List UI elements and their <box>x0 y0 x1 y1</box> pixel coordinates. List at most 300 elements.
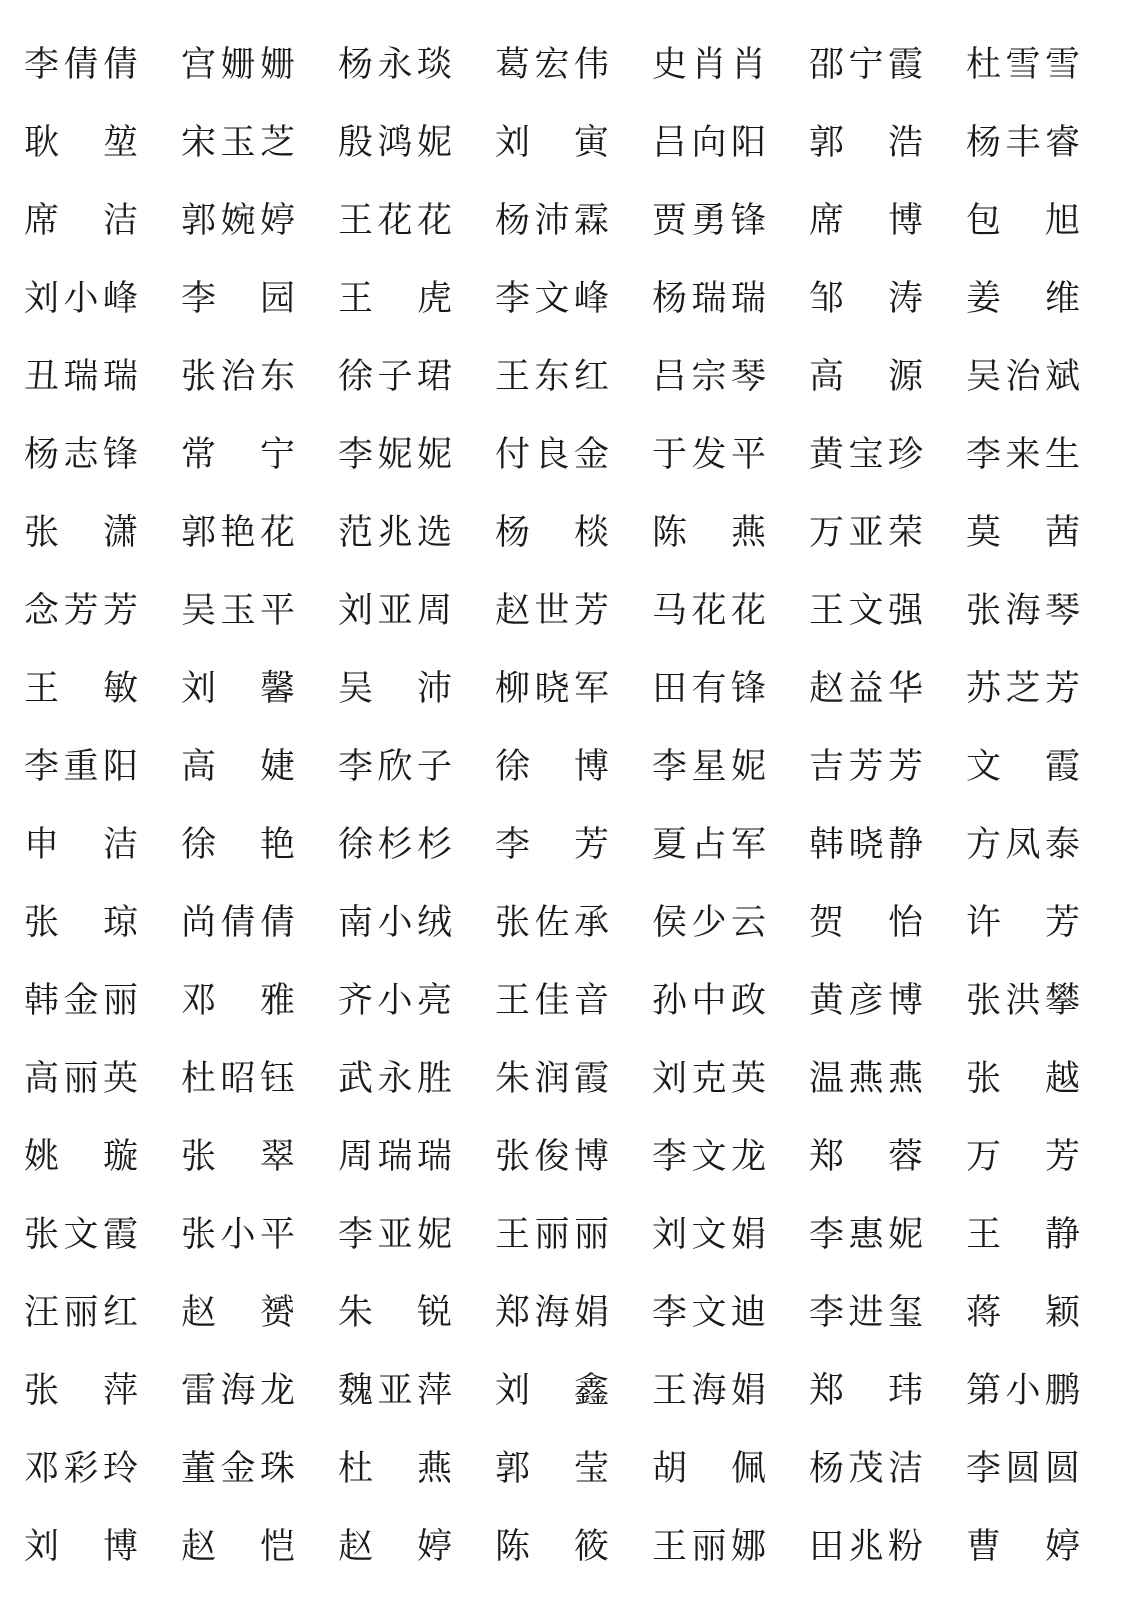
name-char: 斌 <box>1045 357 1080 397</box>
name-char: 海 <box>534 1293 570 1333</box>
name-char: 李 <box>809 1293 845 1333</box>
name-char: 攀 <box>1045 981 1080 1021</box>
name-char <box>535 728 570 806</box>
name-entry <box>652 728 766 806</box>
name-char: 李 <box>495 279 531 319</box>
name-char: 迪 <box>731 1293 766 1333</box>
name-char <box>849 260 884 338</box>
name-char: 蓉 <box>888 1137 923 1177</box>
name-char: 杨 <box>966 123 1002 163</box>
name-char: 亚 <box>377 1215 413 1255</box>
name-char: 玉 <box>220 591 256 631</box>
name-char: 翠 <box>260 1137 295 1177</box>
name-char: 玲 <box>103 1449 138 1489</box>
name-char: 姚 <box>24 1137 60 1177</box>
name-char: 峰 <box>574 279 609 319</box>
name-entry <box>966 26 1080 104</box>
name-char <box>64 650 99 728</box>
name-char: 张 <box>24 1371 60 1411</box>
name-char: 娜 <box>731 1527 766 1567</box>
name-char: 温 <box>809 1059 845 1099</box>
name-char: 娟 <box>574 1293 609 1333</box>
name-char: 肖 <box>691 45 727 85</box>
name-char: 润 <box>534 1059 570 1099</box>
name-entry <box>338 650 452 728</box>
name-char: 张 <box>966 981 1002 1021</box>
name-entry <box>652 338 766 416</box>
name-char: 郑 <box>809 1137 845 1177</box>
name-char: 婉 <box>220 201 256 241</box>
name-char: 越 <box>1045 1059 1080 1099</box>
name-char: 赵 <box>181 1293 217 1333</box>
name-char: 妮 <box>417 1215 452 1255</box>
name-char: 小 <box>220 1215 256 1255</box>
name-char: 张 <box>181 1137 217 1177</box>
name-entry <box>338 182 452 260</box>
name-char: 张 <box>24 513 60 553</box>
name-char: 芝 <box>1005 669 1041 709</box>
name-entry <box>809 1430 923 1508</box>
name-char: 妮 <box>417 435 452 475</box>
name-char: 蒋 <box>966 1293 1002 1333</box>
name-char: 丽 <box>534 1215 570 1255</box>
name-entry <box>495 1430 609 1508</box>
name-entry <box>966 338 1080 416</box>
name-char <box>1006 1040 1041 1118</box>
name-char <box>64 1352 99 1430</box>
name-entry <box>809 1040 923 1118</box>
name-char: 寅 <box>574 123 609 163</box>
name-char <box>1006 728 1041 806</box>
name-char: 第 <box>966 1371 1002 1411</box>
name-entry <box>24 572 138 650</box>
name-entry <box>652 260 766 338</box>
name-char: 华 <box>888 669 923 709</box>
name-char: 瑞 <box>691 279 727 319</box>
name-char <box>535 494 570 572</box>
name-char: 倩 <box>260 903 295 943</box>
name-char: 芳 <box>1045 1137 1080 1177</box>
name-entry <box>338 260 452 338</box>
name-char: 霞 <box>103 1215 138 1255</box>
name-char: 妮 <box>417 123 452 163</box>
name-char: 方 <box>966 825 1002 865</box>
name-char: 吴 <box>338 669 374 709</box>
name-char: 丰 <box>1005 123 1041 163</box>
name-entry <box>652 1040 766 1118</box>
name-entry <box>24 728 138 806</box>
name-char: 博 <box>574 1137 609 1177</box>
name-char: 泰 <box>1045 825 1080 865</box>
name-char: 彩 <box>63 1449 99 1489</box>
name-char: 海 <box>220 1371 256 1411</box>
name-char: 李 <box>24 747 60 787</box>
name-char: 治 <box>1005 357 1041 397</box>
name-entry <box>24 650 138 728</box>
name-char: 万 <box>966 1137 1002 1177</box>
name-char <box>221 1118 256 1196</box>
name-char: 瑞 <box>731 279 766 319</box>
name-char: 李 <box>495 825 531 865</box>
name-char <box>221 260 256 338</box>
name-entry <box>495 416 609 494</box>
name-char: 霖 <box>574 201 609 241</box>
name-char: 燕 <box>888 1059 923 1099</box>
name-char <box>535 1430 570 1508</box>
name-char: 海 <box>691 1371 727 1411</box>
name-char: 郭 <box>181 513 217 553</box>
name-char: 徐 <box>495 747 531 787</box>
name-char: 李 <box>338 747 374 787</box>
name-char: 文 <box>966 747 1002 787</box>
name-char: 重 <box>63 747 99 787</box>
name-char: 丽 <box>103 981 138 1021</box>
name-char: 锋 <box>731 669 766 709</box>
name-entry <box>495 1196 609 1274</box>
name-entry <box>809 1352 923 1430</box>
name-char: 平 <box>260 1215 295 1255</box>
name-char: 艳 <box>260 825 295 865</box>
name-char: 玮 <box>888 1371 923 1411</box>
name-entry <box>652 416 766 494</box>
name-entry <box>652 1118 766 1196</box>
name-char: 俊 <box>534 1137 570 1177</box>
name-entry <box>966 182 1080 260</box>
name-char: 承 <box>574 903 609 943</box>
name-char: 丽 <box>63 1293 99 1333</box>
name-char: 瑞 <box>63 357 99 397</box>
name-entry <box>181 572 295 650</box>
name-char: 文 <box>691 1137 727 1177</box>
name-char: 胜 <box>417 1059 452 1099</box>
name-char: 维 <box>1045 279 1080 319</box>
name-char: 霞 <box>1045 747 1080 787</box>
name-entry <box>24 260 138 338</box>
name-char: 霞 <box>888 45 923 85</box>
name-char: 英 <box>103 1059 138 1099</box>
name-char: 胡 <box>652 1449 688 1489</box>
name-char: 姜 <box>966 279 1002 319</box>
name-char: 亮 <box>417 981 452 1021</box>
name-char: 杨 <box>495 201 531 241</box>
name-char: 王 <box>24 669 60 709</box>
name-char: 芝 <box>260 123 295 163</box>
name-char <box>221 1508 256 1586</box>
name-char: 红 <box>574 357 609 397</box>
name-char: 花 <box>417 201 452 241</box>
name-entry <box>24 1196 138 1274</box>
name-char: 佐 <box>534 903 570 943</box>
name-entry <box>495 338 609 416</box>
name-char: 倩 <box>103 45 138 85</box>
name-char: 赵 <box>495 591 531 631</box>
name-char: 珠 <box>260 1449 295 1489</box>
name-char: 玉 <box>220 123 256 163</box>
name-char <box>692 1430 727 1508</box>
name-char: 宁 <box>260 435 295 475</box>
name-char: 赟 <box>260 1293 295 1333</box>
name-char: 杨 <box>809 1449 845 1489</box>
name-entry <box>809 104 923 182</box>
name-char: 李 <box>809 1215 845 1255</box>
name-char: 雪 <box>1045 45 1080 85</box>
name-char: 伟 <box>574 45 609 85</box>
name-char: 杉 <box>377 825 413 865</box>
name-entry <box>966 416 1080 494</box>
name-char: 高 <box>809 357 845 397</box>
name-entry <box>652 182 766 260</box>
name-char <box>535 1352 570 1430</box>
name-char: 艳 <box>220 513 256 553</box>
name-char: 兆 <box>377 513 413 553</box>
name-char: 宏 <box>534 45 570 85</box>
name-char: 瑞 <box>377 1137 413 1177</box>
name-char: 王 <box>495 357 531 397</box>
name-char: 耿 <box>24 123 60 163</box>
name-char: 宗 <box>691 357 727 397</box>
name-char: 朱 <box>338 1293 374 1333</box>
name-char: 马 <box>652 591 688 631</box>
name-char <box>64 494 99 572</box>
name-entry <box>495 728 609 806</box>
name-char: 范 <box>338 513 374 553</box>
name-char: 杜 <box>181 1059 217 1099</box>
name-entry <box>338 494 452 572</box>
name-char: 韩 <box>809 825 845 865</box>
name-char: 海 <box>1005 591 1041 631</box>
name-entry <box>652 1196 766 1274</box>
name-char: 周 <box>338 1137 374 1177</box>
name-char: 田 <box>652 669 688 709</box>
name-char: 宝 <box>848 435 884 475</box>
name-char: 少 <box>691 903 727 943</box>
name-char: 荣 <box>888 513 923 553</box>
name-char: 杜 <box>966 45 1002 85</box>
name-char: 来 <box>1005 435 1041 475</box>
name-char: 郑 <box>809 1371 845 1411</box>
name-entry <box>181 1274 295 1352</box>
name-char: 彦 <box>848 981 884 1021</box>
name-char: 夏 <box>652 825 688 865</box>
name-char: 邹 <box>809 279 845 319</box>
name-entry <box>809 1508 923 1586</box>
name-char: 尚 <box>181 903 217 943</box>
name-entry <box>495 182 609 260</box>
name-entry <box>338 728 452 806</box>
name-char: 琼 <box>103 903 138 943</box>
name-char: 棪 <box>574 513 609 553</box>
name-char: 王 <box>338 201 374 241</box>
name-char: 平 <box>731 435 766 475</box>
name-char: 燕 <box>417 1449 452 1489</box>
name-char <box>378 1274 413 1352</box>
name-char: 丑 <box>24 357 60 397</box>
name-char: 娟 <box>731 1371 766 1411</box>
name-char: 惠 <box>848 1215 884 1255</box>
name-char: 张 <box>966 1059 1002 1099</box>
name-entry <box>181 1352 295 1430</box>
name-char <box>64 1508 99 1586</box>
name-char: 莹 <box>574 1449 609 1489</box>
name-entry <box>809 572 923 650</box>
name-entry <box>181 416 295 494</box>
name-entry <box>24 1508 138 1586</box>
name-char: 军 <box>574 669 609 709</box>
name-entry <box>809 1274 923 1352</box>
name-char: 常 <box>181 435 217 475</box>
name-char: 田 <box>809 1527 845 1567</box>
name-char: 萍 <box>417 1371 452 1411</box>
name-char <box>535 104 570 182</box>
name-char: 政 <box>731 981 766 1021</box>
name-entry <box>495 26 609 104</box>
name-char: 涛 <box>888 279 923 319</box>
name-entry <box>966 1508 1080 1586</box>
name-char: 杜 <box>338 1449 374 1489</box>
name-char: 恺 <box>260 1527 295 1567</box>
name-char: 婷 <box>417 1527 452 1567</box>
name-entry <box>338 1040 452 1118</box>
name-char: 沛 <box>534 201 570 241</box>
name-char <box>692 494 727 572</box>
name-char: 李 <box>181 279 217 319</box>
name-entry <box>181 1508 295 1586</box>
name-char: 婷 <box>1045 1527 1080 1567</box>
name-char: 贾 <box>652 201 688 241</box>
name-char: 郭 <box>809 123 845 163</box>
name-entry <box>809 26 923 104</box>
name-entry <box>24 962 138 1040</box>
name-entry <box>338 1352 452 1430</box>
name-char: 圆 <box>1045 1449 1080 1489</box>
name-char: 音 <box>574 981 609 1021</box>
name-char <box>378 1508 413 1586</box>
name-char: 张 <box>966 591 1002 631</box>
name-char: 刘 <box>652 1059 688 1099</box>
name-char: 张 <box>24 903 60 943</box>
name-char: 堃 <box>103 123 138 163</box>
name-char <box>1006 260 1041 338</box>
name-char: 筱 <box>574 1527 609 1567</box>
name-char: 芳 <box>63 591 99 631</box>
name-entry <box>181 104 295 182</box>
name-char: 亚 <box>377 591 413 631</box>
name-char: 良 <box>534 435 570 475</box>
name-char: 小 <box>1005 1371 1041 1411</box>
name-entry <box>181 1040 295 1118</box>
name-entry <box>652 650 766 728</box>
name-char: 武 <box>338 1059 374 1099</box>
name-char: 芳 <box>574 591 609 631</box>
name-char: 杉 <box>417 825 452 865</box>
name-char: 芳 <box>888 747 923 787</box>
name-char: 徐 <box>338 357 374 397</box>
name-char: 文 <box>63 1215 99 1255</box>
name-char: 文 <box>534 279 570 319</box>
name-entry <box>495 572 609 650</box>
name-char: 粉 <box>888 1527 923 1567</box>
name-char: 茜 <box>1045 513 1080 553</box>
name-char: 洁 <box>103 825 138 865</box>
name-entry <box>495 650 609 728</box>
name-char: 丽 <box>574 1215 609 1255</box>
name-char: 生 <box>1045 435 1080 475</box>
name-char <box>378 1430 413 1508</box>
name-char: 睿 <box>1045 123 1080 163</box>
name-char: 东 <box>534 357 570 397</box>
name-char: 茂 <box>848 1449 884 1489</box>
name-char: 晓 <box>848 825 884 865</box>
name-char: 黄 <box>809 981 845 1021</box>
name-char: 芳 <box>1045 669 1080 709</box>
name-char: 念 <box>24 591 60 631</box>
name-entry <box>495 494 609 572</box>
name-entry <box>966 650 1080 728</box>
name-char: 博 <box>103 1527 138 1567</box>
name-char: 杨 <box>495 513 531 553</box>
name-char: 朱 <box>495 1059 531 1099</box>
name-char: 刘 <box>495 1371 531 1411</box>
name-char: 张 <box>495 1137 531 1177</box>
name-entry <box>809 1118 923 1196</box>
name-char: 鹏 <box>1045 1371 1080 1411</box>
name-char: 万 <box>809 513 845 553</box>
name-char: 曹 <box>966 1527 1002 1567</box>
name-char <box>849 338 884 416</box>
name-entry <box>338 572 452 650</box>
name-char: 萍 <box>103 1371 138 1411</box>
name-entry <box>652 1430 766 1508</box>
name-char <box>64 884 99 962</box>
name-entry <box>495 1508 609 1586</box>
name-char <box>849 884 884 962</box>
name-char <box>849 104 884 182</box>
name-char: 雷 <box>181 1371 217 1411</box>
name-entry <box>181 1430 295 1508</box>
name-char: 丽 <box>63 1059 99 1099</box>
name-char: 妮 <box>377 435 413 475</box>
name-entry <box>181 728 295 806</box>
name-char: 张 <box>495 903 531 943</box>
name-entry <box>181 260 295 338</box>
name-char: 钰 <box>260 1059 295 1099</box>
name-char: 绒 <box>417 903 452 943</box>
name-char: 雪 <box>1005 45 1041 85</box>
name-entry <box>652 494 766 572</box>
name-char: 琰 <box>417 45 452 85</box>
name-char: 静 <box>1045 1215 1080 1255</box>
name-entry <box>24 1352 138 1430</box>
name-char: 吉 <box>809 747 845 787</box>
name-char <box>1006 1274 1041 1352</box>
name-char: 源 <box>888 357 923 397</box>
name-char: 芳 <box>848 747 884 787</box>
name-entry <box>809 494 923 572</box>
name-char: 鑫 <box>574 1371 609 1411</box>
name-char: 史 <box>652 45 688 85</box>
name-char: 侯 <box>652 903 688 943</box>
name-char: 周 <box>417 591 452 631</box>
name-char: 龙 <box>731 1137 766 1177</box>
name-char: 怡 <box>888 903 923 943</box>
name-char: 治 <box>220 357 256 397</box>
name-entry <box>495 104 609 182</box>
name-char: 花 <box>377 201 413 241</box>
name-char: 邵 <box>809 45 845 85</box>
name-char: 刘 <box>495 123 531 163</box>
name-char: 花 <box>260 513 295 553</box>
name-char: 包 <box>966 201 1002 241</box>
